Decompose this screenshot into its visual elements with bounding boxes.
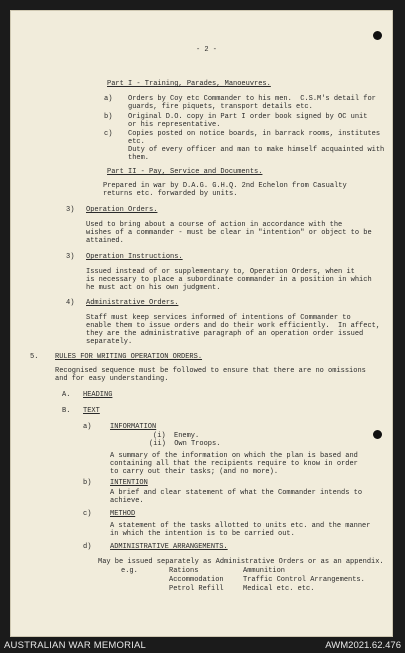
example-item: Traffic Control Arrangements. (243, 576, 365, 584)
part1-duty-line: them. (128, 154, 150, 162)
punch-hole-middle (373, 430, 382, 439)
rules-line: Recognised sequence must be followed to ensure that there are no omissions (55, 367, 366, 375)
information-sub: (ii) Own Troops. (149, 440, 221, 448)
footer-source: AUSTRALIAN WAR MEMORIAL (4, 640, 147, 651)
information-line: A summary of the information on which the plan is based and (110, 452, 358, 460)
section-line: attained. (86, 237, 124, 245)
section-line: Staff must keep services informed of intentions of Commander to (86, 314, 351, 322)
rules-number: 5. (30, 353, 39, 361)
text-title: TEXT (83, 407, 100, 415)
part2-line: Prepared in war by D.A.G. G.H.Q. 2nd Echelon from Casualty (103, 182, 347, 190)
section-number: 3) (66, 253, 75, 261)
heading-title: HEADING (83, 391, 113, 399)
part2-heading: Part II - Pay, Service and Documents. (107, 168, 263, 176)
method-line: A statement of the tasks allotted to units etc. and the manner (110, 522, 371, 530)
information-sub: (i) Enemy. (153, 432, 200, 440)
section-title: Operation Instructions. (86, 253, 183, 261)
method-line: in which the intention is to be carried out. (110, 530, 295, 538)
example-item: Petrol Refill (169, 585, 224, 593)
part1-heading: Part I - Training, Parades, Manoeuvres. (107, 80, 271, 88)
section-title: Administrative Orders. (86, 299, 179, 307)
punch-hole-top (373, 31, 382, 40)
section-line: Issued instead of or supplementary to, Operation Orders, when it (86, 268, 355, 276)
part1-item-label: b) (104, 113, 113, 121)
part1-item-line: Orders by Coy etc Commander to his men. C.S.M's detail for (128, 95, 376, 103)
example-item: Rations (169, 567, 199, 575)
footer-bar (0, 637, 405, 653)
section-line: they are the administrative paragraph of an operation order issued (86, 330, 364, 338)
page-number: - 2 - (196, 46, 218, 54)
rules-title: RULES FOR WRITING OPERATION ORDERS. (55, 353, 203, 361)
heading-label: A. (62, 391, 71, 399)
intention-line: A brief and clear statement of what the Commander intends to (110, 489, 363, 497)
intention-title: INTENTION (110, 479, 148, 487)
section-line: separately. (86, 338, 133, 346)
information-title: INFORMATION (110, 423, 157, 431)
example-label: e.g. (121, 567, 138, 575)
example-item: Ammunition (243, 567, 286, 575)
intention-label: b) (83, 479, 92, 487)
section-line: enable them to issue orders and do their work efficiently. In affect, (86, 322, 381, 330)
example-item: Medical etc. etc. (243, 585, 315, 593)
part1-item-line: Original D.O. copy in Part I order book signed by OC unit (128, 113, 368, 121)
text-label: B. (62, 407, 71, 415)
rules-line: and for easy understanding. (55, 375, 169, 383)
method-label: c) (83, 510, 92, 518)
section-number: 3) (66, 206, 75, 214)
intention-line: achieve. (110, 497, 144, 505)
section-line: is necessary to place a subordinate commander in a position in which (86, 276, 372, 284)
part1-duty-line: Duty of every officer and man to make himself acquainted with (128, 146, 385, 154)
part1-item-label: c) (104, 130, 113, 138)
part1-item-line: guards, fire piquets, transport details etc. (128, 103, 313, 111)
information-line: to carry out their tasks; (and no more). (110, 468, 279, 476)
part2-line: returns etc. forwarded by units. (103, 190, 238, 198)
document-page (10, 10, 393, 637)
admin-line: May be issued separately as Administrative Orders or as an appendix. (98, 558, 384, 566)
admin-label: d) (83, 543, 92, 551)
example-item: Accommodation (169, 576, 224, 584)
section-number: 4) (66, 299, 75, 307)
section-title: Operation Orders. (86, 206, 158, 214)
section-line: Used to bring about a course of action in accordance with the (86, 221, 343, 229)
part1-item-label: a) (104, 95, 113, 103)
part1-item-line: etc. (128, 138, 145, 146)
section-line: wishes of a commander - must be clear in "intention" or object to be (86, 229, 372, 237)
method-title: METHOD (110, 510, 136, 518)
information-label: a) (83, 423, 92, 431)
admin-title: ADMINISTRATIVE ARRANGEMENTS. (110, 543, 228, 551)
part1-item-line: Copies posted on notice boards, in barrack rooms, institutes (128, 130, 381, 138)
footer-id: AWM2021.62.476 (325, 640, 401, 651)
information-line: containing all that the recipients require to know in order (110, 460, 358, 468)
section-line: he must act on his own judgment. (86, 284, 221, 292)
part1-item-line: or his representative. (128, 121, 221, 129)
